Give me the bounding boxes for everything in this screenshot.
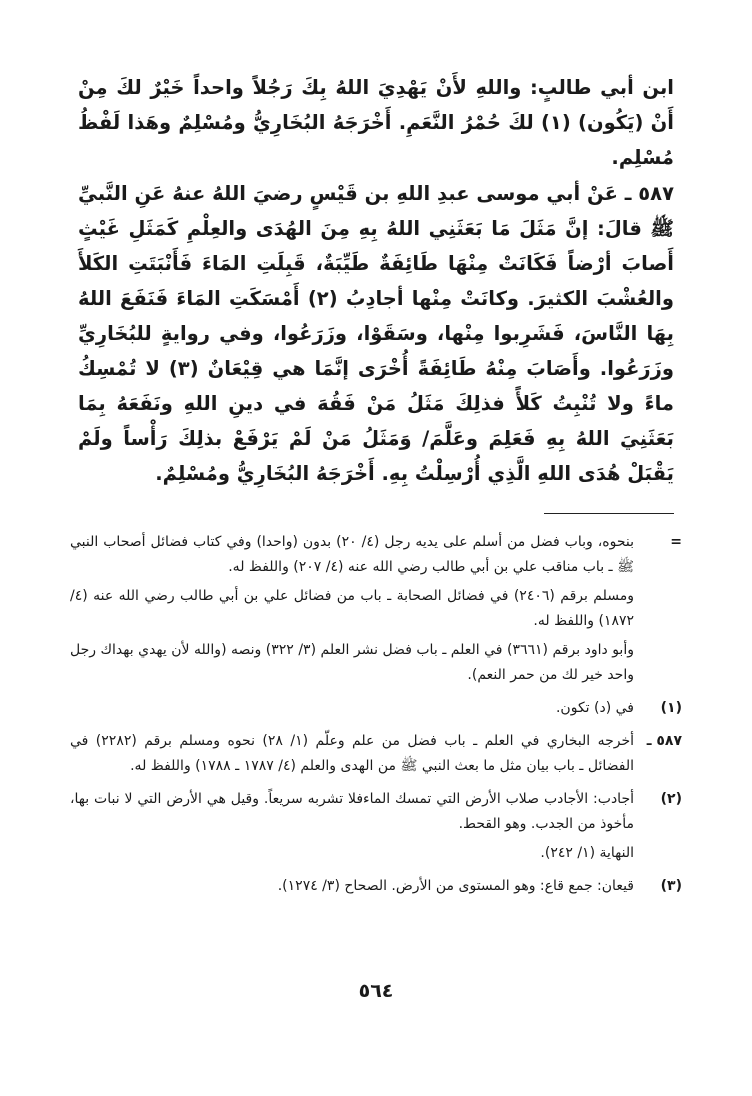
footnote-body — [70, 787, 634, 870]
footnote-continuation — [70, 530, 682, 692]
footnote-587 — [70, 729, 682, 783]
hadith-text: عَنْ أبي موسى عبدِ اللهِ بن قَيْسٍ رضيَ اللهُ عنهُ عَنِ النَّبيِّ ﷺ قالَ: إنَّ مَثَلَ مَا بَعَثَنِي اللهُ بِهِ مِنَ الهُدَى والعِلْمِ كَمَثَلِ غَيْثٍ أَصابَ أرْضاً فَكَانَتْ مِنْهَا طَائِفَةٌ طَيِّبَةٌ، قَبِلَتِ المَاءَ فَأَنْبَتَتِ الكَلأَ والعُشْبَ الكثيرَ. وكانَتْ مِنْها أجادِبُ (٢) أَمْسَكَتِ المَاءَ فَنَفَعَ اللهُ بِهَا النَّاسَ، فَشَرِبوا مِنْها، وسَقَوْا، وزَرَعُوا، وفي روايةٍ للبُخَارِيِّ وزَرَعُوا. وأَصَابَ مِنْهُ طَائِفَةً أُخْرَى إنَّمَا هي قِيْعَانٌ (٣) لا تُمْسِكُ ماءً ولا تُنْبِتُ كَلأً فذلِكَ مَثَلُ مَنْ فَقُهَ في دينِ اللهِ ونَفَعَهُ بِمَا بَعَثَنِيَ اللهُ بِهِ فَعَلِمَ وعَلَّمَ/ وَمَثَلُ مَنْ لَمْ يَرْفَعْ بذلِكَ رَأْساً ولَمْ يَقْبَلْ هُدَى اللهِ الَّذِي أُرْسِلْتُ بِهِ. أَخْرَجَهُ البُخَارِيُّ ومُسْلِمٌ. — [78, 182, 674, 485]
footnotes — [70, 530, 682, 907]
footnote-body — [70, 729, 634, 783]
footnote-3 — [70, 874, 682, 903]
hadith-number: ٥٨٧ ـ — [624, 182, 674, 205]
footnote-label: (١) — [660, 700, 682, 716]
footnote-2 — [70, 787, 682, 870]
footnote-paragraph: في (د) تكون. — [555, 700, 634, 716]
continuation-paragraph: ابن أبي طالبٍ: واللهِ لأَنْ يَهْدِيَ اللهُ بِكَ رَجُلاً واحداً خَيْرٌ لكَ مِنْ أَنْ (يَكُون) (١) لكَ حُمْرُ النَّعَمِ. أَخْرَجَهُ البُخَارِيُّ ومُسْلِمٌ وهَذا لَفْظُ مُسْلِم. — [78, 76, 674, 169]
footnote-paragraph: أخرجه البخاري في العلم ـ باب فضل من علم وعلّم (١/ ٢٨) نحوه ومسلم برقم (٢٢٨٢) في الفضائل ـ باب بيان مثل ما بعث النبي ﷺ من الهدى والعلم (٤/ ١٧٨٧ ـ ١٧٨٨) واللفظ له. — [70, 733, 634, 774]
footnote-paragraph: أجادب: الأجادب صلاب الأرض التي تمسك الماءفلا تشربه سريعاً. وقيل هي الأرض التي لا نبات بها، مأخوذ من الجدب. وهو القحط. — [70, 791, 634, 832]
footnote-paragraph: النهاية (١/ ٢٤٢). — [540, 845, 634, 861]
hadith-paragraph — [78, 176, 674, 491]
footnote-label: (٢) — [660, 791, 682, 807]
footnote-divider — [544, 513, 674, 514]
page-number: ٥٦٤ — [358, 980, 394, 1002]
footnote-label: ٥٨٧ ـ — [646, 733, 682, 749]
footnote-body — [70, 696, 634, 725]
footnote-body — [70, 874, 634, 903]
hadith-block — [78, 176, 674, 491]
footnote-body — [70, 530, 634, 692]
footnote-1 — [70, 696, 682, 725]
footnote-paragraph: قيعان: جمع قاع: وهو المستوى من الأرض. الصحاح (٣/ ١٢٧٤). — [277, 878, 634, 894]
footnote-paragraph: ومسلم برقم (٢٤٠٦) في فضائل الصحابة ـ باب من فضائل علي بن أبي طالب رضي الله عنه (٤/ ١٨٧٢) واللفظ له. — [70, 588, 634, 629]
footnote-paragraph: بنحوه، وباب فضل من أسلم على يديه رجل (٤/ ٢٠) بدون (واحدا) وفي كتاب فضائل أصحاب النبي ﷺ ـ باب مناقب علي بن أبي طالب رضي الله عنه (٤/ ٢٠٧) واللفظ له. — [70, 534, 634, 575]
footnote-label: = — [670, 534, 682, 550]
footnote-label: (٣) — [660, 878, 682, 894]
main-text-continuation — [78, 70, 674, 175]
footnote-paragraph: وأبو داود برقم (٣٦٦١) في العلم ـ باب فضل نشر العلم (٣/ ٣٢٢) ونصه (والله لأن يهدي بهداك رجل واحد خير لك من حمر النعم). — [70, 642, 634, 683]
